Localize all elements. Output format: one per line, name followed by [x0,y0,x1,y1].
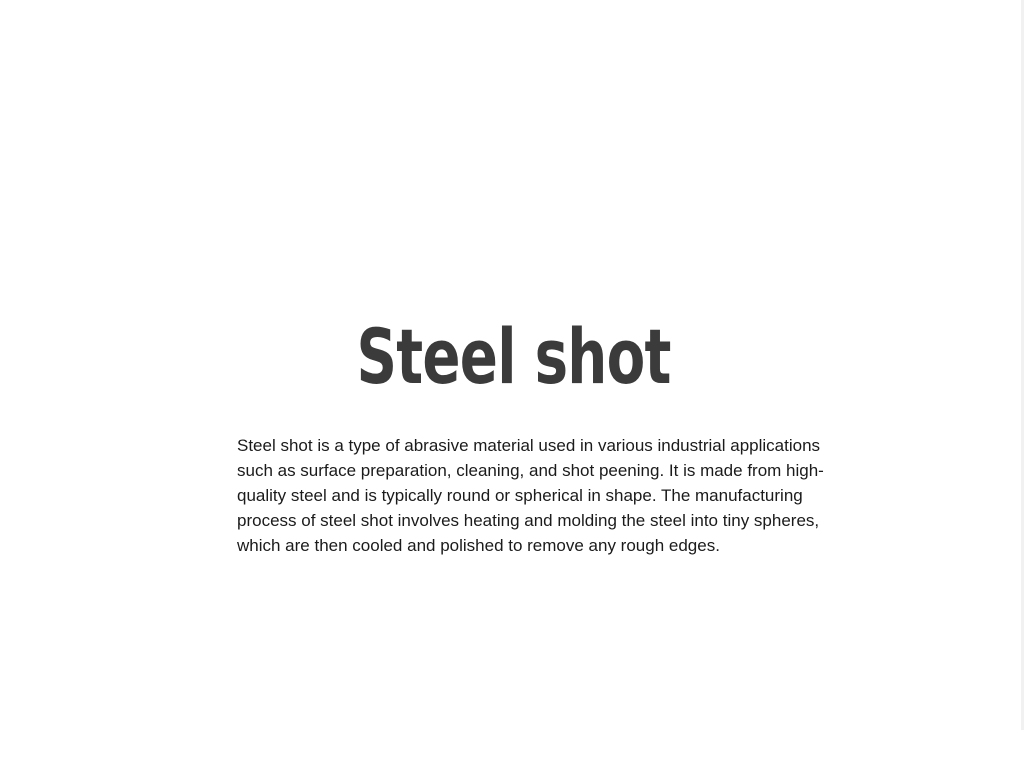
body-paragraph: Steel shot is a type of abrasive material used in various industrial applications such as surface preparation, cleaning, and shot peening. It is made from high-quality steel and is typically round or spherical in shape. The manufacturing process of steel shot involves heating and molding the steel into tiny spheres, which are then cooled and polished to remove any rough edges. [237,436,824,555]
page-title: Steel shot [356,312,671,401]
